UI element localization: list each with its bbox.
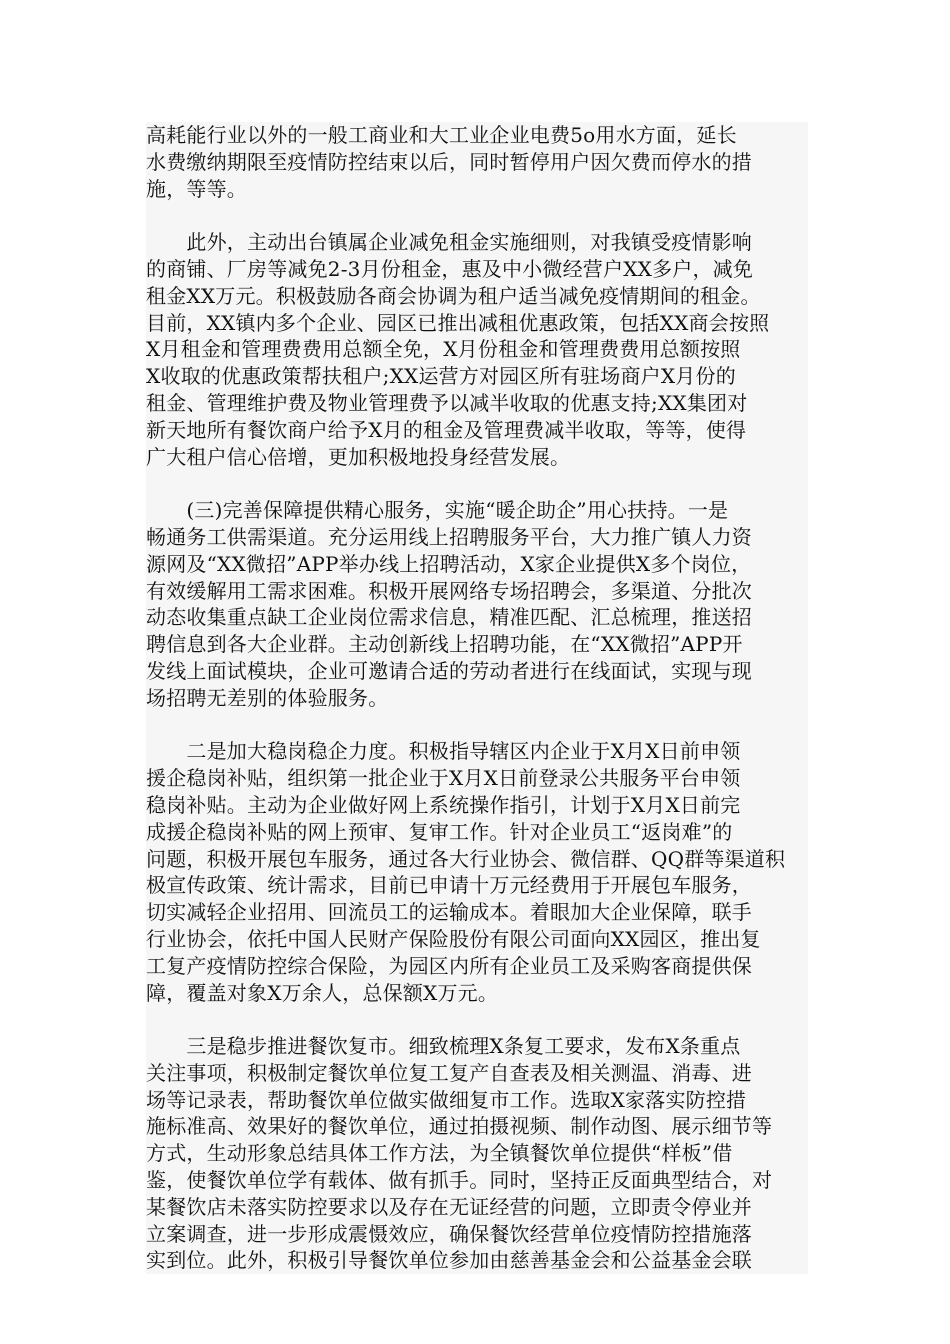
text-line: 三是稳步推进餐饮复市。细致梳理X条复工要求，发布X条重点 [146, 1034, 741, 1059]
text-line: 租金XX万元。积极鼓励各商会协调为租户适当减免疫情期间的租金。 [146, 283, 761, 308]
text-line: 此外，主动出台镇属企业减免租金实施细则，对我镇受疫情影响 [146, 230, 752, 255]
text-line: 有效缓解用工需求困难。积极开展网络专场招聘会，多渠道、分批次 [146, 578, 752, 603]
text-line: 发线上面试模块，企业可邀请合适的劳动者进行在线面试，实现与现 [146, 658, 752, 683]
text-line: 施，等等。 [146, 176, 247, 201]
text-line: 关注事项，积极制定餐饮单位复工复产自查表及相关测温、消毒、进 [146, 1060, 752, 1085]
text-line: 二是加大稳岗稳企力度。积极指导辖区内企业于X月X日前申领 [146, 739, 741, 764]
text-line: 动态收集重点缺工企业岗位需求信息，精准匹配、汇总梳理，推送招 [146, 605, 752, 630]
text-line: 目前，XX镇内多个企业、园区已推出减租优惠政策，包括XX商会按照 [146, 310, 770, 335]
text-line: 工复产疫情防控综合保险，为园区内所有企业员工及采购客商提供保 [146, 953, 752, 978]
text-line: 某餐饮店未落实防控要求以及存在无证经营的问题，立即责令停业并 [146, 1194, 752, 1219]
text-line: 问题，积极开展包车服务，通过各大行业协会、微信群、QQ群等渠道积 [146, 846, 786, 871]
text-line: 实到位。此外，积极引导餐饮单位参加由慈善基金会和公益基金会联 [146, 1248, 752, 1273]
text-line: 立案调查，进一步形成震慑效应，确保餐饮经营单位疫情防控措施落 [146, 1221, 752, 1246]
text-line: 聘信息到各大企业群。主动创新线上招聘功能，在“XX微招”APP开 [146, 632, 743, 657]
text-line: 方式，生动形象总结具体工作方法，为全镇餐饮单位提供“样板”借 [146, 1141, 733, 1166]
text-line: 水费缴纳期限至疫情防控结束以后，同时暂停用户因欠费而停水的措 [146, 149, 752, 174]
text-line: 场等记录表，帮助餐饮单位做实做细复市工作。选取X家落实防控措 [146, 1087, 747, 1112]
paragraph [146, 1033, 808, 1274]
text-line: 新天地所有餐饮商户给予X月的租金及管理费减半收取，等等，使得 [146, 417, 747, 442]
text-line: 高耗能行业以外的一般工商业和大工业企业电费5o用水方面，延长 [146, 123, 737, 147]
text-line: 源网及“XX微招”APP举办线上招聘活动，X家企业提供X多个岗位， [146, 551, 752, 576]
text-line: (三)完善保障提供精心服务，实施“暖企助企”用心扶持。一是 [146, 498, 729, 523]
text-line: 成援企稳岗补贴的网上预审、复审工作。针对企业员工“返岗难”的 [146, 819, 733, 844]
text-line: 施标准高、效果好的餐饮单位，通过拍摄视频、制作动图、展示细节等 [146, 1114, 773, 1139]
text-line: 障，覆盖对象X万余人，总保额X万元。 [146, 980, 499, 1005]
paragraph [146, 497, 808, 711]
text-line: 广大租户信心倍增，更加积极地投身经营发展。 [146, 444, 571, 469]
text-line: 切实减轻企业招用、回流员工的运输成本。着眼加大企业保障，联手 [146, 900, 752, 925]
paragraph [146, 738, 808, 1006]
text-line: 行业协会，依托中国人民财产保险股份有限公司面向XX园区，推出复 [146, 926, 761, 951]
text-line: X收取的优惠政策帮扶租户;XX运营方对园区所有驻场商户X月份的 [146, 364, 736, 389]
text-line: 稳岗补贴。主动为企业做好网上系统操作指引，计划于X月X日前完 [146, 792, 741, 817]
document-body [146, 122, 808, 1274]
text-line: 援企稳岗补贴，组织第一批企业于X月X日前登录公共服务平台申领 [146, 766, 741, 791]
text-line: 租金、管理维护费及物业管理费予以减半收取的优惠支持;XX集团对 [146, 390, 748, 415]
paragraph [146, 122, 808, 202]
text-line: X月租金和管理费费用总额全免，X月份租金和管理费费用总额按照 [146, 337, 741, 362]
text-line: 畅通务工供需渠道。充分运用线上招聘服务平台，大力推广镇人力资 [146, 524, 752, 549]
text-line: 场招聘无差别的体验服务。 [146, 685, 389, 710]
text-line: 极宣传政策、统计需求，目前已申请十万元经费用于开展包车服务， [146, 873, 752, 898]
text-line: 鉴，使餐饮单位学有载体、做有抓手。同时，坚持正反面典型结合，对 [146, 1168, 773, 1193]
paragraph [146, 229, 808, 470]
text-line: 的商铺、厂房等减免2-3月份租金，惠及中小微经营户XX多户，减免 [146, 256, 754, 281]
